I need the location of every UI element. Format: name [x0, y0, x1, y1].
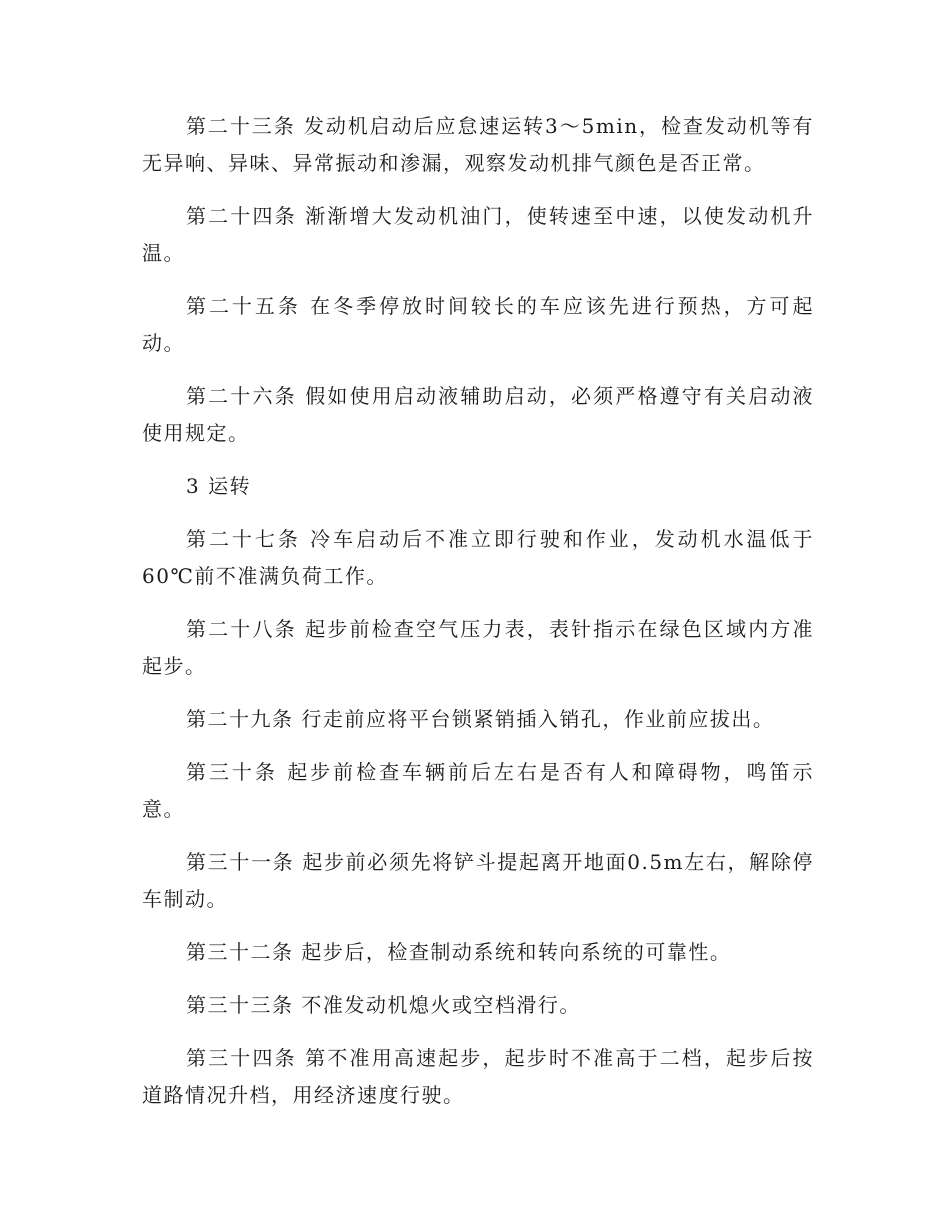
article-29: 第二十九条 行走前应将平台锁紧销插入销孔，作业前应拔出。: [186, 707, 775, 731]
article-23: 第二十三条 发动机启动后应怠速运转3～5min，检查发动机等有无异响、异味、异常振动和渗漏，观察发动机排气颜色是否正常。: [142, 114, 814, 175]
article-25: 第二十五条 在冬季停放时间较长的车应该先进行预热，方可起动。: [142, 294, 814, 355]
article-28: 第二十八条 起步前检查空气压力表，表针指示在绿色区域内方准起步。: [142, 617, 814, 678]
article-31: 第三十一条 起步前必须先将铲斗提起离开地面0.5m左右，解除停车制动。: [142, 850, 814, 911]
article-34: 第三十四条 第不准用高速起步，起步时不准高于二档，起步后按道路情况升档，用经济速度行驶。: [142, 1046, 814, 1107]
article-33: 第三十三条 不准发动机熄火或空档滑行。: [186, 993, 581, 1017]
article-24: 第二十四条 渐渐增大发动机油门，使转速至中速，以使发动机升温。: [142, 204, 814, 265]
article-27: 第二十七条 冷车启动后不准立即行驶和作业，发动机水温低于60℃前不准满负荷工作。: [142, 527, 814, 588]
section-heading-operation: 3 运转: [186, 474, 252, 498]
article-26: 第二十六条 假如使用启动液辅助启动，必须严格遵守有关启动液使用规定。: [142, 384, 814, 445]
document-body: [142, 108, 814, 1130]
article-30: 第三十条 起步前检查车辆前后左右是否有人和障碍物，鸣笛示意。: [142, 760, 814, 821]
article-32: 第三十二条 起步后，检查制动系统和转向系统的可靠性。: [186, 940, 732, 964]
